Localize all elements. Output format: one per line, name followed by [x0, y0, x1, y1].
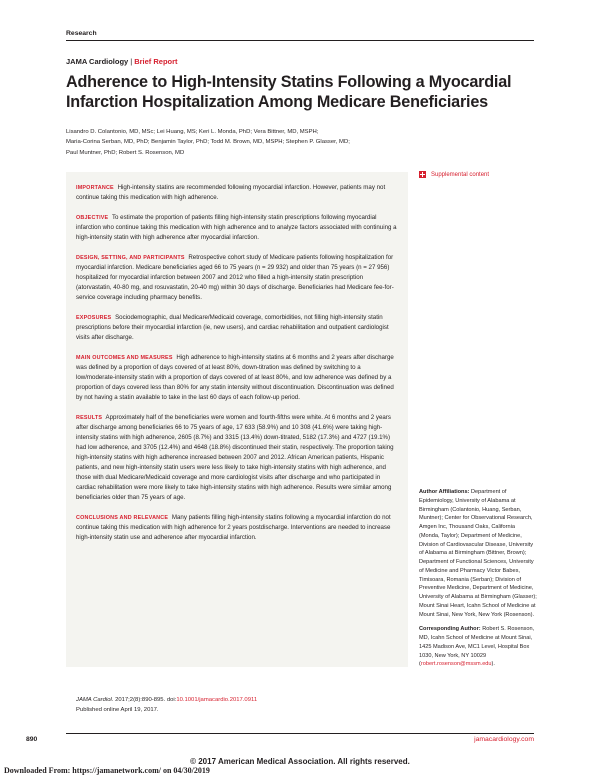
authors-line: Maria-Corina Serban, MD, PhD; Benjamin Taylor, PhD; Todd M. Brown, MD, MSPH; Stephen P. Glasser, MD; [66, 139, 350, 146]
published-date: Published online April 19, 2017. [76, 707, 159, 713]
abstract-conclusions [76, 513, 398, 543]
abstract-text: Retrospective cohort study of Medicare patients following hospitalization for myocardial infarction. Medicare beneficiaries aged 66 to 75 years (n = 29 932) and older than 75 years (n = 27 956) hospitalized for myocardial infarction between 2007 and 2012 who filled a high-intensity statin prescription (atorvastatin, 40-80 mg, and rosuvastatin, 20-40 mg) within 30 days of discharge. Beneficiaries had Medicare fee-for-service coverage including pharmacy benefits. [76, 253, 394, 302]
abstract-heading: MAIN OUTCOMES AND MEASURES [76, 354, 173, 361]
corresponding-heading: Corresponding Author: [419, 626, 481, 633]
abstract-text: Sociodemographic, dual Medicare/Medicaid coverage, comorbidities, not filling high-intensity statin prescriptions before their myocardial infarction (ie, new users), and cardiac rehabilitation and outpatient cardiologist visits after discharge. [76, 313, 389, 341]
footer-divider [66, 733, 534, 734]
supplemental-content-link[interactable] [419, 171, 489, 178]
journal-name: JAMA Cardiology [66, 57, 129, 66]
abstract-text: To estimate the proportion of patients filling high-intensity statin prescriptions following myocardial infarction who continue taking this medication with high adherence and to analyze factors associated with continuing a high-intensity statin with high adherence after myocardial infarction. [76, 213, 397, 241]
abstract-exposures [76, 313, 398, 343]
affiliations-heading: Author Affiliations: [419, 489, 470, 495]
author-affiliations [419, 488, 537, 675]
article-type: Brief Report [134, 57, 178, 66]
corresponding-end: ). [491, 661, 495, 668]
abstract-heading: CONCLUSIONS AND RELEVANCE [76, 515, 169, 522]
journal-line [66, 57, 178, 66]
copyright-notice: © 2017 American Medical Association. All rights reserved. [190, 757, 410, 766]
abstract-text: Many patients filling high-intensity statins following a myocardial infarction do not continue taking this medication with high adherence for 2 years postdischarge. Interventions are needed to increase high-intensity statin use and adherence after myocardial infarction. [76, 514, 391, 542]
affiliations-paragraph [419, 488, 537, 619]
abstract-importance [76, 183, 398, 203]
plus-icon [419, 171, 426, 178]
journal-website-link[interactable]: jamacardiology.com [474, 736, 534, 743]
abstract-objective [76, 213, 398, 243]
affiliations-text: Department of Epidemiology, University of Alabama at Birmingham (Colantonio, Huang, Serban, Muntner); Center for Observational Research, Amgen Inc, Thousand Oaks, California (Monda, Taylor); Department of Medicine, Division of Cardiovascular Disease, University of Alabama at Birmingham (Bittner, Brown); Department of Functional Sciences, University of Medicine and Pharmacy Victor Babes, Timisoara, Romania (Serban); Division of Preventive Medicine, Department of Medicine, University of Alabama at Birmingham (Glasser); Mount Sinai Heart, Icahn School of Medicine at Mount Sinai, New York, New York (Rosenson). [419, 489, 537, 618]
email-link[interactable]: robert.rosenson@mssm.edu [420, 661, 492, 668]
citation-volume: . 2017;2(8):890-895. doi: [111, 697, 177, 703]
citation-journal: JAMA Cardiol [76, 697, 112, 703]
abstract-outcomes [76, 353, 398, 403]
download-stamp: Downloaded From: https://jamanetwork.com/ on 04/30/2019 [4, 766, 210, 775]
corresponding-text: Robert S. Rosenson, MD, Icahn School of Medicine at Mount Sinai, 1425 Madison Ave, MC1 Level, Hospital Box 1030, New York, NY 10029 ( [419, 626, 535, 668]
section-divider [66, 40, 534, 41]
abstract-text: Approximately half of the beneficiaries were women and fourth-fifths were white. At 6 months and 2 years after discharge among beneficiaries 66 to 75 years of age, 17 633 (58.9%) and 10 308 (41.6%) were taking high-intensity statins with high adherence, 2605 (8.7%) and 3315 (13.4%) down-titrated, 5182 (17.3%) and 4727 (19.1%) had low adherence, and 3705 (12.4%) and 4648 (18.8%) discontinued their statin, respectively. The proportion taking high-intensity statins with high adherence increased between 2007 and 2012. African American patients, Hispanic patients, and new high-intensity statin users were less likely to take high-intensity statins with high adherence, and those with dual Medicare/Medicaid coverage and more cardiologist visits after discharge and who participated in cardiac rehabilitation were more likely to take high-intensity statins with high adherence. Results were similar among beneficiaries older than 75 years of age. [76, 413, 394, 502]
doi-link[interactable]: 10.1001/jamacardio.2017.0911 [176, 697, 258, 703]
journal-separator: | [130, 57, 133, 66]
abstract-text: High adherence to high-intensity statins at 6 months and 2 years after discharge was defined by a proportion of days covered of at least 80%, down-titration was defined by switching to a low/moderate-intensity statin with a proportion of days covered of at least 80%, and low adherence was defined by a proportion of days covered less than 80% for any statin intensity without discontinuation. Discontinuation was defined by not having a statin available to take in the last 60 days of each follow-up period. [76, 353, 394, 401]
article-title: Adherence to High-Intensity Statins Following a Myocardial Infarction Hospitalization Among Medicare Beneficiaries [66, 73, 512, 111]
abstract-text: High-intensity statins are recommended following myocardial infarction. However, patients may not continue taking this medication with high adherence. [76, 184, 386, 202]
abstract-heading: RESULTS [76, 414, 103, 421]
authors-line: Lisandro D. Colantonio, MD, MSc; Lei Huang, MS; Keri L. Monda, PhD; Vera Bittner, MD, MSPH; [66, 129, 319, 135]
abstract-box [66, 172, 408, 667]
citation-block [76, 695, 406, 715]
abstract-heading: DESIGN, SETTING, AND PARTICIPANTS [76, 254, 185, 261]
abstract-heading: IMPORTANCE [76, 185, 114, 191]
abstract-results [76, 413, 398, 504]
author-list [66, 127, 406, 158]
abstract-design [76, 253, 398, 303]
corresponding-author [419, 625, 537, 669]
page-number: 890 [26, 736, 38, 743]
section-label: Research [66, 30, 97, 37]
abstract-heading: OBJECTIVE [76, 214, 109, 221]
authors-line: Paul Muntner, PhD; Robert S. Rosenson, MD [66, 149, 185, 156]
abstract-heading: EXPOSURES [76, 314, 112, 321]
citation-line [76, 695, 406, 705]
supplemental-content-label: Supplemental content [431, 171, 490, 178]
